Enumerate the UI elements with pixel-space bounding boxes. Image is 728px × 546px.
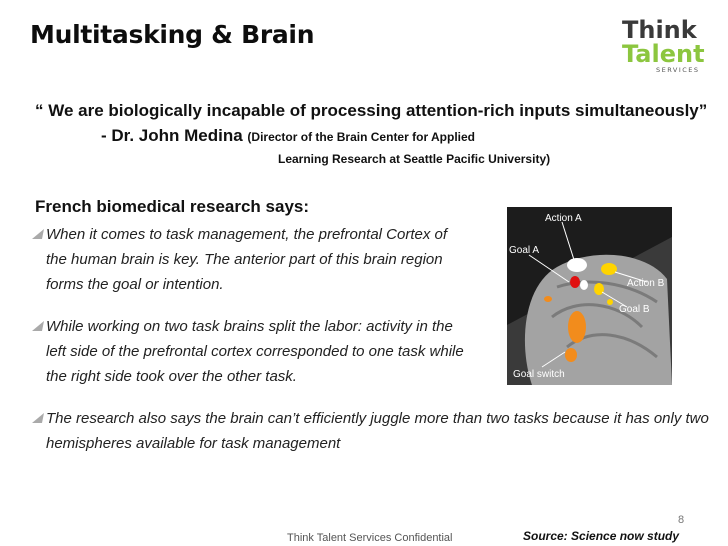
bullet-arrow-icon [32,321,45,331]
bullet-arrow-icon [32,229,45,239]
logo-word-think: Think [622,16,697,44]
confidential-footer: Think Talent Services Confidential [287,532,453,544]
label-goal-switch: Goal switch [513,369,565,380]
quote-affiliation-cont: Learning Research at Seattle Pacific University) [278,152,551,166]
quote-affiliation: (Director of the Brain Center for Applied [247,130,475,144]
bullet-text: When it comes to task management, the prefrontal Cortex of the human brain is key. The anterior part of this brain region forms the goal or intention. [46,226,448,293]
bullet-text: The research also says the brain can’t efficiently juggle more than two tasks because it has only two hemispheres available for task management [46,410,709,452]
label-goal-b: Goal B [619,304,650,315]
bullet-arrow-icon [32,413,45,423]
slide-title: Multitasking & Brain [30,20,315,49]
bullet-item [32,222,472,297]
section-heading: French biomedical research says: [35,197,310,216]
logo-word-talent: Talent [622,40,705,68]
medina-quote [35,98,715,150]
page-number: 8 [678,514,685,526]
label-action-b: Action B [627,278,665,289]
quote-author: - Dr. John Medina [101,126,243,145]
bullet-item [32,314,472,389]
label-action-a: Action A [545,213,582,224]
source-citation: Source: Science now study [523,529,680,543]
label-goal-a: Goal A [509,245,540,256]
think-talent-logo [616,10,716,76]
brain-scan-image [507,207,672,385]
logo-word-services: SERVICES [656,66,700,74]
quote-text: “ We are biologically incapable of processing attention-rich inputs simultaneously” [35,101,708,120]
bullet-item [32,406,712,456]
bullet-text: While working on two task brains split the labor: activity in the left side of the prefrontal cortex corresponded to one task while the right side took over the other task. [46,318,464,385]
